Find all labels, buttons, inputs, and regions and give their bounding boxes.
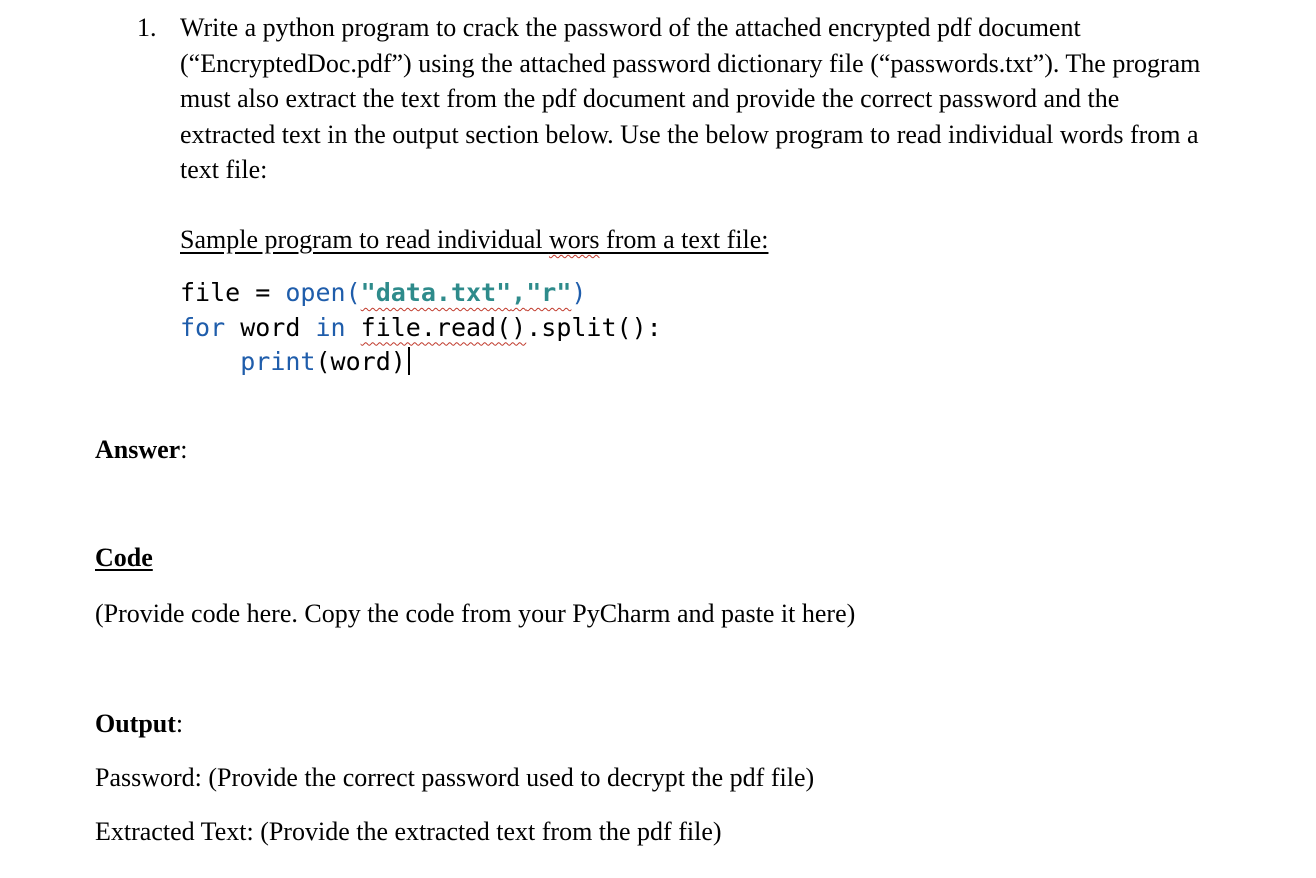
- answer-label-bold: Answer: [95, 435, 181, 464]
- answer-label: [95, 432, 187, 468]
- question-number: 1.: [137, 13, 157, 42]
- code-line-1: [180, 276, 662, 311]
- code-in-keyword: in: [315, 312, 346, 342]
- code-string-filename: "data.txt": [360, 278, 512, 307]
- code-print-args: (word): [315, 347, 406, 376]
- code-eq: =: [240, 278, 286, 307]
- code-print-func: print: [240, 347, 316, 376]
- code-read-call: file.read(): [360, 312, 527, 342]
- text-cursor: [408, 347, 410, 375]
- code-section-instruction[interactable]: (Provide code here. Copy the code from your PyCharm and paste it here): [95, 599, 856, 628]
- question-text: Write a python program to crack the password of the attached encrypted pdf document (“EncryptedDoc.pdf”) using the attached password dictionary file (“passwords.txt”). The program must also extract the text from the pdf document and provide the correct password and the extracted text in the output section below. Use the below program to read individual words from a text file:: [180, 13, 1201, 184]
- code-split-call: .split():: [526, 312, 662, 342]
- answer-label-colon: :: [180, 435, 188, 464]
- sample-program-title: [180, 222, 768, 258]
- password-answer-line[interactable]: Password: (Provide the correct password used to decrypt the pdf file): [95, 763, 815, 792]
- code-space: [346, 313, 361, 342]
- code-comma: ,: [511, 278, 527, 307]
- code-open-func: open(: [285, 278, 361, 307]
- code-section-heading: Code: [95, 543, 153, 572]
- code-line-3: [180, 345, 662, 380]
- sample-code-block: [180, 276, 662, 380]
- code-close-paren: ): [571, 278, 587, 307]
- code-indent: [180, 347, 240, 376]
- sample-title-part1: Sample program to read individual: [180, 225, 549, 254]
- code-for-keyword: for: [180, 312, 226, 342]
- code-string-mode: "r": [526, 278, 572, 307]
- code-line-2: [180, 311, 662, 346]
- misspelled-word: wors: [548, 225, 600, 254]
- code-word-var: word: [225, 312, 316, 342]
- output-label-bold: Output: [95, 709, 176, 738]
- extracted-text-answer-line[interactable]: Extracted Text: (Provide the extracted text from the pdf file): [95, 817, 722, 846]
- sample-title-part2: from a text file:: [599, 225, 769, 254]
- code-var: file: [180, 278, 241, 307]
- output-label-colon: :: [175, 709, 184, 738]
- output-label: [95, 706, 183, 742]
